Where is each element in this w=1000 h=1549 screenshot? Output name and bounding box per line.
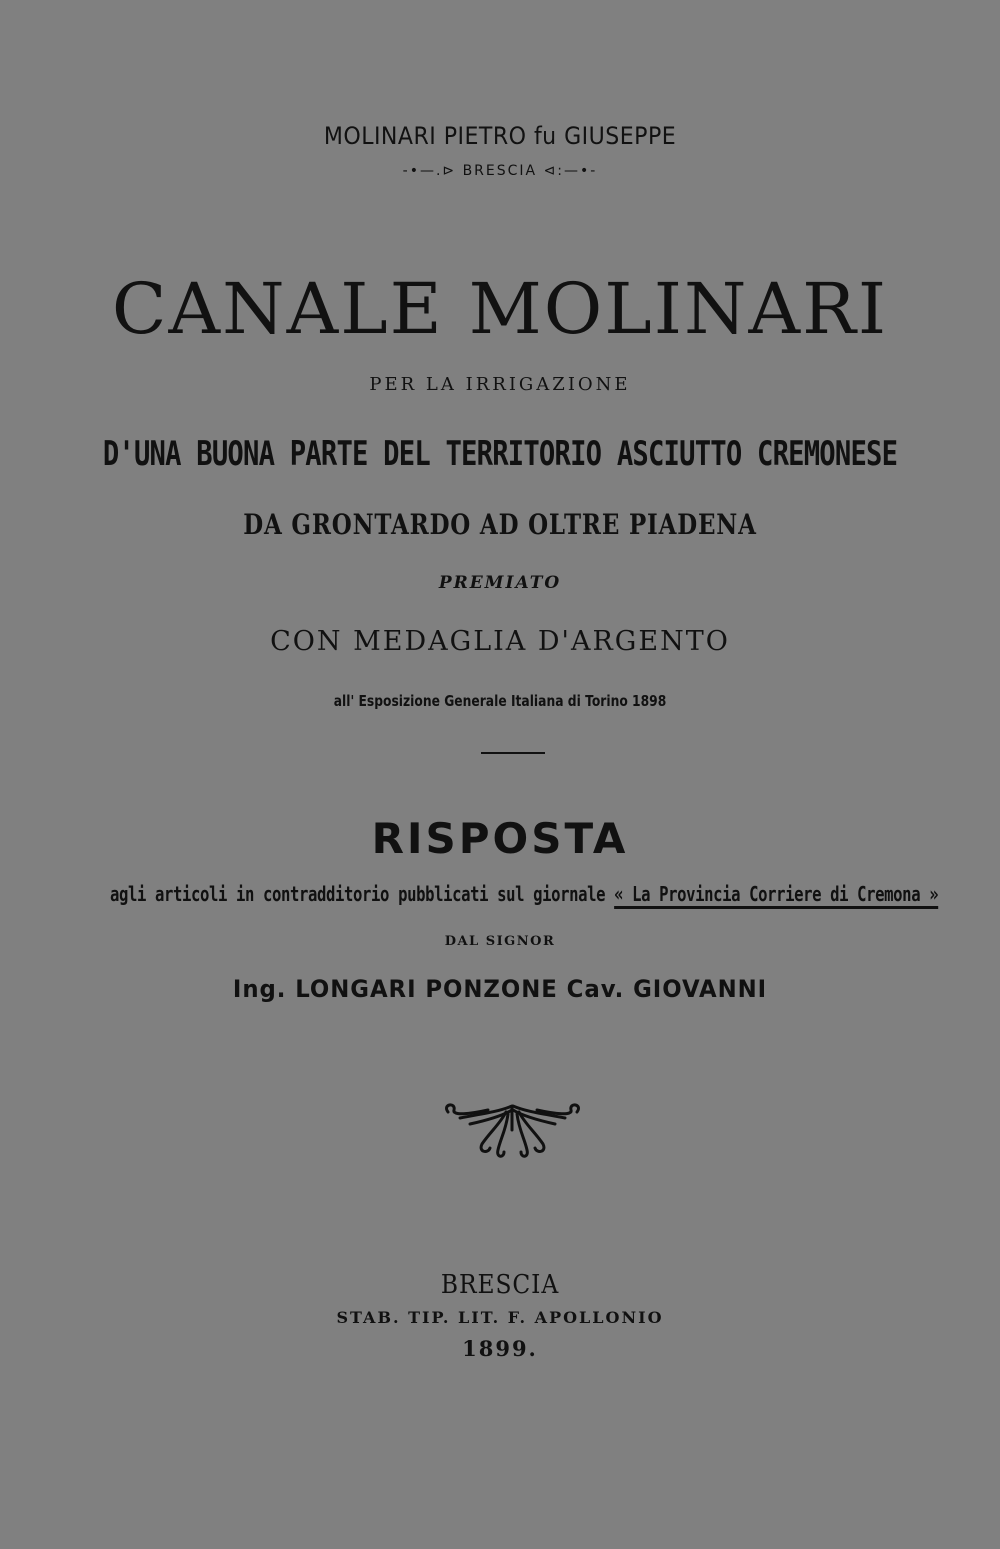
imprint-printer: STAB. TIP. LIT. F. APOLLONIO (336, 1308, 664, 1327)
imprint-city: BRESCIA (440, 1270, 560, 1300)
ornament-icon (440, 1100, 585, 1160)
page-title: CANALE MOLINARI (111, 268, 889, 350)
imprint-year: 1899. (462, 1336, 538, 1361)
subtitle-grontardo: DA GRONTARDO AD OLTRE PIADENA (243, 508, 757, 541)
response-author: Ing. LONGARI PONZONE Cav. GIOVANNI (232, 975, 768, 1003)
journal-name: « La Provincia Corriere di Cremona » (614, 882, 939, 906)
publisher-author: MOLINARI PIETRO fu GIUSEPPE (323, 122, 677, 150)
articoli-line (110, 882, 939, 906)
publisher-city: -•—.⊳ BRESCIA ⊲:—•- (402, 163, 598, 179)
divider-rule (481, 752, 545, 754)
subtitle-irrigazione: PER LA IRRIGAZIONE (369, 374, 631, 395)
risposta-heading: RISPOSTA (371, 814, 629, 863)
premiato-label: PREMIATO (438, 573, 562, 593)
medaglia-label: CON MEDAGLIA D'ARGENTO (270, 626, 730, 657)
articoli-text: agli articoli in contradditorio pubblicati sul giornale (110, 882, 606, 906)
subtitle-territorio: D'UNA BUONA PARTE DEL TERRITORIO ASCIUTTO CREMONESE (102, 434, 898, 474)
esposizione-label: all' Esposizione Generale Italiana di Torino 1898 (333, 692, 667, 710)
dal-signor-label: DAL SIGNOR (444, 934, 556, 949)
